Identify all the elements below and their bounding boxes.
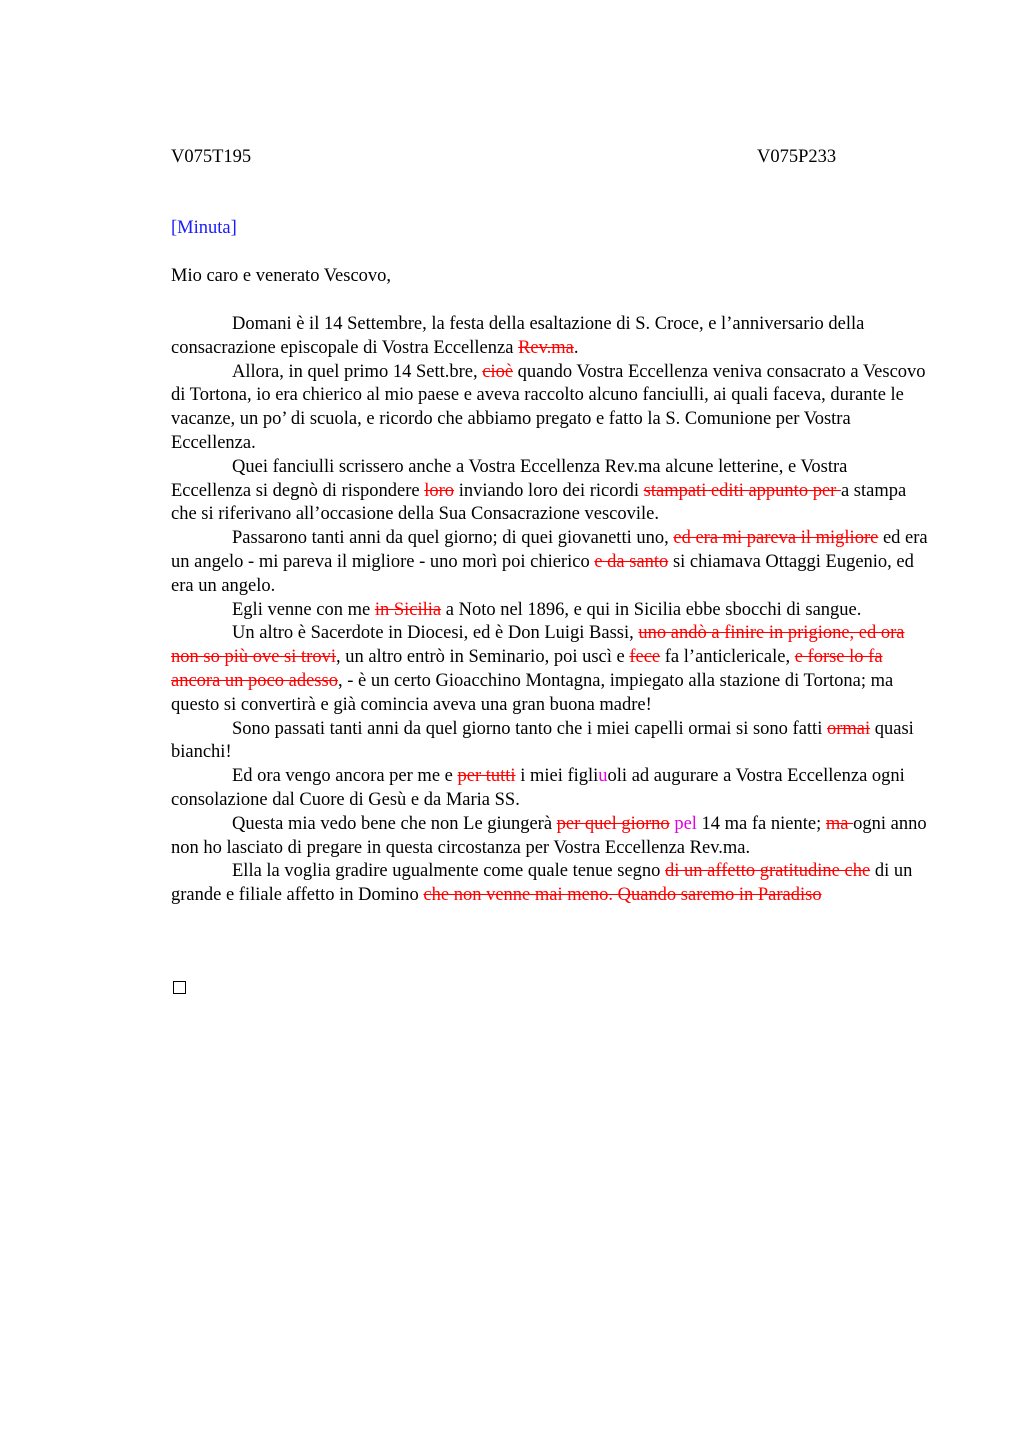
- deleted-text: che non venne mai meno. Quando saremo in Paradiso: [423, 885, 822, 906]
- deleted-text: in Sicilia: [374, 599, 442, 620]
- paragraph: [171, 527, 931, 598]
- letter-body: [171, 313, 931, 908]
- text-run: Passarono tanti anni da quel giorno; di quei giovanetti uno,: [232, 528, 674, 549]
- text-run: Ella la voglia gradire ugualmente come quale tenue segno: [232, 861, 666, 882]
- text-run: Sono passati tanti anni da quel giorno tanto che i miei capelli ormai si sono fatti: [232, 718, 827, 739]
- deleted-text: e forse lo fa ancora un poco adesso: [171, 647, 883, 691]
- text-run: quasi bianchi!: [171, 718, 914, 763]
- document-code-right: V075P233: [757, 147, 837, 167]
- text-run: si chiamava Ottaggi Eugenio, ed era un angelo.: [171, 551, 914, 596]
- deleted-text: ormai: [826, 718, 871, 739]
- paragraph: [171, 456, 931, 527]
- deleted-text: loro: [424, 480, 455, 501]
- text-run: i miei figli: [515, 766, 599, 787]
- deleted-text: cioè: [482, 361, 514, 382]
- deleted-text: fece: [629, 647, 661, 668]
- paragraph: [171, 813, 931, 861]
- text-run: inviando loro dei ricordi: [454, 480, 644, 501]
- text-run: di un grande e filiale affetto in Domino: [171, 861, 913, 906]
- deleted-text: e da santo: [594, 551, 669, 572]
- document-code-left: V075T195: [171, 147, 252, 167]
- paragraph: [171, 765, 931, 813]
- text-run: Egli venne con me: [232, 599, 375, 620]
- paragraph: [171, 622, 931, 717]
- inserted-text: pel: [674, 813, 697, 834]
- paragraph: [171, 599, 931, 623]
- text-run: Quei fanciulli scrissero anche a Vostra Eccellenza Rev.ma alcune letterine, e Vostra Eccellenza si degnò di rispondere: [171, 456, 848, 501]
- deleted-text: per tutti: [457, 766, 516, 787]
- text-run: quando Vostra Eccellenza veniva consacrato a Vescovo di Tortona, io era chierico al mio paese e aveva raccolto alcuno fanciulli, ai quali faceva, durante le vacanze, un po’ di scuola, e ricordo che abbiamo pregato e fatto la S. Comunione per Vostra Eccellenza.: [171, 361, 926, 453]
- minuta-note: [Minuta]: [171, 218, 237, 238]
- text-run: Domani è il 14 Settembre, la festa della esaltazione di S. Croce, e l’anniversario della consacrazione episcopale di Vostra Eccellenza: [171, 314, 865, 358]
- empty-square-icon: [173, 981, 186, 994]
- paragraph: [171, 718, 931, 766]
- text-run: .: [573, 337, 579, 358]
- text-run: ogni anno non ho lasciato di pregare in questa circostanza per Vostra Eccellenza Rev.ma.: [171, 813, 927, 858]
- inserted-text: u: [598, 766, 608, 787]
- deleted-text: per quel giorno: [556, 813, 670, 834]
- text-run: Allora, in quel primo 14 Sett.bre,: [232, 361, 483, 382]
- deleted-text: stampati editi appunto per: [643, 480, 841, 501]
- text-run: oli ad augurare a Vostra Eccellenza ogni consolazione dal Cuore di Gesù e da Maria SS.: [171, 766, 905, 810]
- paragraph: [171, 313, 931, 361]
- salutation: Mio caro e venerato Vescovo,: [171, 266, 392, 286]
- deleted-text: Rev.ma: [518, 337, 574, 358]
- deleted-text: ed era mi pareva il migliore: [673, 528, 879, 549]
- text-run: 14 ma fa niente;: [696, 813, 826, 834]
- text-run: a stampa che si riferivano all’occasione della Sua Consacrazione vescovile.: [171, 480, 907, 525]
- deleted-text: uno andò a finire in prigione, ed ora non so più ove si trovi: [171, 623, 905, 668]
- text-run: Un altro è Sacerdote in Diocesi, ed è Don Luigi Bassi,: [232, 623, 639, 644]
- deleted-text: di un affetto gratitudine che: [665, 861, 871, 882]
- paragraph: [171, 860, 931, 908]
- text-run: a Noto nel 1896, e qui in Sicilia ebbe sbocchi di sangue.: [441, 599, 862, 620]
- text-run: Questa mia vedo bene che non Le giungerà: [232, 813, 557, 834]
- text-run: , un altro entrò in Seminario, poi uscì e: [335, 647, 630, 668]
- text-run: ed era un angelo - mi pareva il migliore - uno morì poi chierico: [171, 528, 928, 572]
- text-run: Ed ora vengo ancora per me e: [232, 766, 458, 787]
- deleted-text: ma: [825, 813, 854, 834]
- paragraph: [171, 361, 931, 456]
- text-run: , - è un certo Gioacchino Montagna, impiegato alla stazione di Tortona; ma questo si convertirà e già comincia aveva una gran buona madre!: [171, 670, 894, 715]
- text-run: fa l’anticlericale,: [660, 647, 795, 668]
